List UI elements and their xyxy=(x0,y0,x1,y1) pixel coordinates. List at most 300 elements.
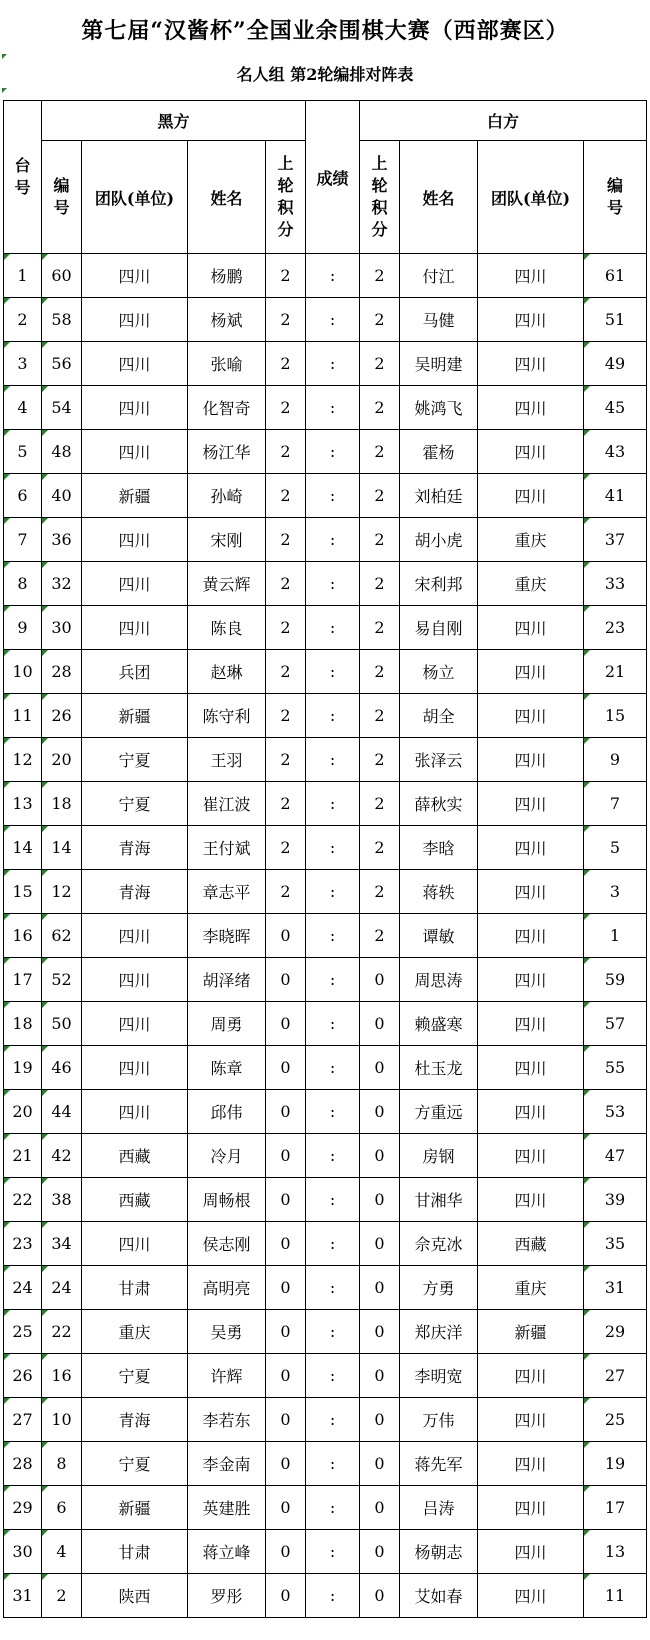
white-prev-score-cell: 2 xyxy=(360,474,400,518)
table-row xyxy=(4,1134,647,1178)
cell-marker-icon xyxy=(4,1090,10,1096)
result-cell: : xyxy=(306,694,360,738)
black-number-cell: 38 xyxy=(42,1178,82,1222)
white-name-cell: 霍杨 xyxy=(400,430,478,474)
table-row xyxy=(4,870,647,914)
cell-marker-icon xyxy=(584,870,590,876)
white-team-cell: 四川 xyxy=(478,914,584,958)
black-team-cell: 陕西 xyxy=(82,1574,188,1618)
black-name-cell: 杨鹏 xyxy=(188,254,266,298)
black-name-cell: 孙崎 xyxy=(188,474,266,518)
table-row xyxy=(4,474,647,518)
black-prev-score-cell: 0 xyxy=(266,1354,306,1398)
cell-marker-icon xyxy=(584,430,590,436)
black-prev-score-cell: 0 xyxy=(266,1574,306,1618)
result-cell: : xyxy=(306,1486,360,1530)
white-name-cell: 薛秋实 xyxy=(400,782,478,826)
cell-marker-icon xyxy=(42,782,48,788)
white-number-cell: 15 xyxy=(584,694,647,738)
cell-marker-icon xyxy=(42,1310,48,1316)
black-prev-score-cell: 0 xyxy=(266,1178,306,1222)
black-team-cell: 四川 xyxy=(82,606,188,650)
white-team-cell: 重庆 xyxy=(478,1266,584,1310)
white-team-cell: 四川 xyxy=(478,430,584,474)
cell-marker-icon xyxy=(4,1442,10,1448)
white-number-cell: 11 xyxy=(584,1574,647,1618)
cell-marker-icon xyxy=(584,1398,590,1404)
cell-marker-icon xyxy=(584,1134,590,1140)
white-name-cell: 方勇 xyxy=(400,1266,478,1310)
result-cell: : xyxy=(306,958,360,1002)
black-prev-score-cell: 0 xyxy=(266,1442,306,1486)
result-cell: : xyxy=(306,1354,360,1398)
white-name-cell: 佘克冰 xyxy=(400,1222,478,1266)
cell-marker-icon xyxy=(584,474,590,480)
black-number-cell: 54 xyxy=(42,386,82,430)
black-team-cell: 宁夏 xyxy=(82,1442,188,1486)
cell-marker-icon xyxy=(4,958,10,964)
white-number-cell: 33 xyxy=(584,562,647,606)
table-no-cell: 28 xyxy=(4,1442,42,1486)
cell-marker-icon xyxy=(4,1002,10,1008)
black-team-cell: 新疆 xyxy=(82,694,188,738)
white-prev-score-cell: 0 xyxy=(360,1442,400,1486)
cell-marker-icon xyxy=(584,254,590,260)
table-no-cell: 13 xyxy=(4,782,42,826)
black-name-cell: 邱伟 xyxy=(188,1090,266,1134)
cell-marker-icon xyxy=(4,782,10,788)
black-number-cell: 14 xyxy=(42,826,82,870)
result-cell: : xyxy=(306,1222,360,1266)
white-prev-score-cell: 2 xyxy=(360,914,400,958)
cell-marker-icon xyxy=(584,1178,590,1184)
table-row xyxy=(4,738,647,782)
white-team-cell: 西藏 xyxy=(478,1222,584,1266)
table-row xyxy=(4,1442,647,1486)
white-number-cell: 7 xyxy=(584,782,647,826)
result-cell: : xyxy=(306,826,360,870)
table-row xyxy=(4,386,647,430)
table-no-cell: 2 xyxy=(4,298,42,342)
table-row xyxy=(4,342,647,386)
table-no-cell: 31 xyxy=(4,1574,42,1618)
cell-marker-icon xyxy=(42,694,48,700)
white-name-cell: 郑庆洋 xyxy=(400,1310,478,1354)
black-prev-score-cell: 2 xyxy=(266,826,306,870)
page-subtitle: 名人组 第2轮编排对阵表 xyxy=(236,65,414,84)
white-name-cell: 方重远 xyxy=(400,1090,478,1134)
white-team-cell: 四川 xyxy=(478,1178,584,1222)
black-name-cell: 杨斌 xyxy=(188,298,266,342)
cell-marker-icon xyxy=(584,1442,590,1448)
black-number-cell: 62 xyxy=(42,914,82,958)
white-prev-score-cell: 0 xyxy=(360,1398,400,1442)
cell-marker-icon xyxy=(584,562,590,568)
cell-marker-icon xyxy=(4,1486,10,1492)
table-row xyxy=(4,782,647,826)
table-no-cell: 22 xyxy=(4,1178,42,1222)
table-no-cell: 11 xyxy=(4,694,42,738)
cell-marker-icon xyxy=(42,1486,48,1492)
white-prev-score-cell: 2 xyxy=(360,738,400,782)
table-no-cell: 30 xyxy=(4,1530,42,1574)
white-number-cell: 47 xyxy=(584,1134,647,1178)
black-name-cell: 章志平 xyxy=(188,870,266,914)
white-number-cell: 57 xyxy=(584,1002,647,1046)
header-black-prev-score: 上轮积分 xyxy=(266,141,306,254)
table-row xyxy=(4,518,647,562)
black-name-cell: 冷月 xyxy=(188,1134,266,1178)
white-team-cell: 四川 xyxy=(478,870,584,914)
table-row xyxy=(4,958,647,1002)
black-number-cell: 12 xyxy=(42,870,82,914)
cell-marker-icon xyxy=(4,826,10,832)
white-team-cell: 四川 xyxy=(478,1530,584,1574)
black-team-cell: 四川 xyxy=(82,430,188,474)
header-white-name: 姓名 xyxy=(400,141,478,254)
black-prev-score-cell: 2 xyxy=(266,342,306,386)
cell-marker-icon xyxy=(584,1046,590,1052)
cell-marker-icon xyxy=(42,342,48,348)
table-no-cell: 20 xyxy=(4,1090,42,1134)
cell-marker-icon xyxy=(2,88,7,93)
black-team-cell: 宁夏 xyxy=(82,782,188,826)
cell-marker-icon xyxy=(4,254,10,260)
white-number-cell: 61 xyxy=(584,254,647,298)
cell-marker-icon xyxy=(4,298,10,304)
result-cell: : xyxy=(306,474,360,518)
white-name-cell: 马健 xyxy=(400,298,478,342)
table-no-cell: 18 xyxy=(4,1002,42,1046)
black-name-cell: 李若东 xyxy=(188,1398,266,1442)
table-no-cell: 6 xyxy=(4,474,42,518)
white-number-cell: 9 xyxy=(584,738,647,782)
black-number-cell: 48 xyxy=(42,430,82,474)
white-team-cell: 四川 xyxy=(478,298,584,342)
table-no-cell: 17 xyxy=(4,958,42,1002)
cell-marker-icon xyxy=(42,1002,48,1008)
cell-marker-icon xyxy=(4,1134,10,1140)
black-name-cell: 崔江波 xyxy=(188,782,266,826)
black-team-cell: 甘肃 xyxy=(82,1266,188,1310)
white-number-cell: 41 xyxy=(584,474,647,518)
black-name-cell: 蒋立峰 xyxy=(188,1530,266,1574)
cell-marker-icon xyxy=(4,430,10,436)
black-prev-score-cell: 0 xyxy=(266,914,306,958)
table-no-cell: 26 xyxy=(4,1354,42,1398)
white-prev-score-cell: 2 xyxy=(360,606,400,650)
white-team-cell: 四川 xyxy=(478,1354,584,1398)
table-row xyxy=(4,562,647,606)
table-no-cell: 7 xyxy=(4,518,42,562)
white-team-cell: 四川 xyxy=(478,474,584,518)
cell-marker-icon xyxy=(42,738,48,744)
result-cell: : xyxy=(306,1266,360,1310)
header-white-number: 编号 xyxy=(584,141,647,254)
white-prev-score-cell: 2 xyxy=(360,782,400,826)
cell-marker-icon xyxy=(4,694,10,700)
white-team-cell: 四川 xyxy=(478,1002,584,1046)
cell-marker-icon xyxy=(42,606,48,612)
black-prev-score-cell: 0 xyxy=(266,1530,306,1574)
table-no-cell: 25 xyxy=(4,1310,42,1354)
white-number-cell: 37 xyxy=(584,518,647,562)
white-prev-score-cell: 2 xyxy=(360,870,400,914)
white-number-cell: 53 xyxy=(584,1090,647,1134)
white-name-cell: 房钢 xyxy=(400,1134,478,1178)
black-name-cell: 陈守利 xyxy=(188,694,266,738)
cell-marker-icon xyxy=(584,298,590,304)
black-prev-score-cell: 2 xyxy=(266,430,306,474)
cell-marker-icon xyxy=(4,1222,10,1228)
table-row xyxy=(4,1178,647,1222)
cell-marker-icon xyxy=(42,562,48,568)
white-number-cell: 35 xyxy=(584,1222,647,1266)
white-prev-score-cell: 2 xyxy=(360,562,400,606)
cell-marker-icon xyxy=(584,826,590,832)
black-prev-score-cell: 0 xyxy=(266,1222,306,1266)
result-cell: : xyxy=(306,782,360,826)
cell-marker-icon xyxy=(4,1354,10,1360)
cell-marker-icon xyxy=(584,1354,590,1360)
black-name-cell: 罗彤 xyxy=(188,1574,266,1618)
cell-marker-icon xyxy=(584,958,590,964)
white-name-cell: 付江 xyxy=(400,254,478,298)
white-name-cell: 蒋先军 xyxy=(400,1442,478,1486)
black-name-cell: 李晓晖 xyxy=(188,914,266,958)
table-row xyxy=(4,1046,647,1090)
cell-marker-icon xyxy=(4,1178,10,1184)
result-cell: : xyxy=(306,386,360,430)
black-team-cell: 四川 xyxy=(82,1046,188,1090)
white-team-cell: 四川 xyxy=(478,342,584,386)
black-name-cell: 陈良 xyxy=(188,606,266,650)
table-no-cell: 12 xyxy=(4,738,42,782)
result-cell: : xyxy=(306,1178,360,1222)
table-row xyxy=(4,1222,647,1266)
cell-marker-icon xyxy=(584,1266,590,1272)
table-row xyxy=(4,1574,647,1618)
cell-marker-icon xyxy=(42,1046,48,1052)
white-name-cell: 李晗 xyxy=(400,826,478,870)
cell-marker-icon xyxy=(42,870,48,876)
black-name-cell: 英建胜 xyxy=(188,1486,266,1530)
white-team-cell: 四川 xyxy=(478,606,584,650)
cell-marker-icon xyxy=(584,1222,590,1228)
black-name-cell: 许辉 xyxy=(188,1354,266,1398)
cell-marker-icon xyxy=(4,518,10,524)
table-row xyxy=(4,254,647,298)
black-number-cell: 16 xyxy=(42,1354,82,1398)
white-prev-score-cell: 0 xyxy=(360,1046,400,1090)
black-team-cell: 四川 xyxy=(82,342,188,386)
black-team-cell: 青海 xyxy=(82,1398,188,1442)
black-team-cell: 四川 xyxy=(82,1222,188,1266)
table-no-cell: 4 xyxy=(4,386,42,430)
table-row xyxy=(4,1002,647,1046)
table-no-cell: 10 xyxy=(4,650,42,694)
black-team-cell: 新疆 xyxy=(82,474,188,518)
black-team-cell: 四川 xyxy=(82,386,188,430)
cell-marker-icon xyxy=(4,606,10,612)
white-team-cell: 四川 xyxy=(478,1046,584,1090)
black-prev-score-cell: 2 xyxy=(266,782,306,826)
white-name-cell: 赖盛寒 xyxy=(400,1002,478,1046)
black-number-cell: 2 xyxy=(42,1574,82,1618)
black-team-cell: 四川 xyxy=(82,254,188,298)
white-prev-score-cell: 0 xyxy=(360,1486,400,1530)
black-name-cell: 周勇 xyxy=(188,1002,266,1046)
black-team-cell: 西藏 xyxy=(82,1178,188,1222)
white-number-cell: 45 xyxy=(584,386,647,430)
white-number-cell: 55 xyxy=(584,1046,647,1090)
white-team-cell: 四川 xyxy=(478,958,584,1002)
header-black: 黑方 xyxy=(42,101,306,141)
table-row xyxy=(4,298,647,342)
black-prev-score-cell: 2 xyxy=(266,386,306,430)
black-prev-score-cell: 2 xyxy=(266,694,306,738)
result-cell: : xyxy=(306,914,360,958)
result-cell: : xyxy=(306,562,360,606)
white-name-cell: 蒋轶 xyxy=(400,870,478,914)
black-prev-score-cell: 0 xyxy=(266,1046,306,1090)
black-team-cell: 西藏 xyxy=(82,1134,188,1178)
cell-marker-icon xyxy=(584,1090,590,1096)
cell-marker-icon xyxy=(4,474,10,480)
cell-marker-icon xyxy=(4,870,10,876)
black-number-cell: 42 xyxy=(42,1134,82,1178)
black-prev-score-cell: 2 xyxy=(266,650,306,694)
black-number-cell: 60 xyxy=(42,254,82,298)
black-prev-score-cell: 0 xyxy=(266,958,306,1002)
black-prev-score-cell: 2 xyxy=(266,606,306,650)
cell-marker-icon xyxy=(4,1310,10,1316)
result-cell: : xyxy=(306,1134,360,1178)
cell-marker-icon xyxy=(4,1398,10,1404)
black-team-cell: 四川 xyxy=(82,1090,188,1134)
table-row xyxy=(4,1310,647,1354)
cell-marker-icon xyxy=(4,562,10,568)
black-name-cell: 李金南 xyxy=(188,1442,266,1486)
white-name-cell: 杨朝志 xyxy=(400,1530,478,1574)
white-prev-score-cell: 2 xyxy=(360,254,400,298)
table-no-cell: 27 xyxy=(4,1398,42,1442)
white-name-cell: 胡小虎 xyxy=(400,518,478,562)
white-number-cell: 27 xyxy=(584,1354,647,1398)
cell-marker-icon xyxy=(42,254,48,260)
black-prev-score-cell: 0 xyxy=(266,1398,306,1442)
table-row xyxy=(4,606,647,650)
black-name-cell: 宋刚 xyxy=(188,518,266,562)
table-no-cell: 15 xyxy=(4,870,42,914)
white-prev-score-cell: 2 xyxy=(360,518,400,562)
black-number-cell: 52 xyxy=(42,958,82,1002)
cell-marker-icon xyxy=(584,914,590,920)
cell-marker-icon xyxy=(4,1574,10,1580)
black-name-cell: 周畅根 xyxy=(188,1178,266,1222)
black-name-cell: 陈章 xyxy=(188,1046,266,1090)
black-prev-score-cell: 2 xyxy=(266,870,306,914)
cell-marker-icon xyxy=(42,1178,48,1184)
cell-marker-icon xyxy=(42,518,48,524)
result-cell: : xyxy=(306,1574,360,1618)
black-number-cell: 32 xyxy=(42,562,82,606)
black-number-cell: 44 xyxy=(42,1090,82,1134)
black-number-cell: 34 xyxy=(42,1222,82,1266)
white-team-cell: 四川 xyxy=(478,254,584,298)
black-name-cell: 侯志刚 xyxy=(188,1222,266,1266)
black-team-cell: 兵团 xyxy=(82,650,188,694)
cell-marker-icon xyxy=(584,650,590,656)
black-number-cell: 8 xyxy=(42,1442,82,1486)
black-number-cell: 28 xyxy=(42,650,82,694)
black-prev-score-cell: 0 xyxy=(266,1486,306,1530)
cell-marker-icon xyxy=(584,1530,590,1536)
black-team-cell: 宁夏 xyxy=(82,738,188,782)
result-cell: : xyxy=(306,298,360,342)
table-row xyxy=(4,694,647,738)
white-prev-score-cell: 2 xyxy=(360,430,400,474)
header-result: 成绩 xyxy=(306,101,360,254)
result-cell: : xyxy=(306,430,360,474)
black-name-cell: 化智奇 xyxy=(188,386,266,430)
pairing-table xyxy=(3,100,647,1618)
result-cell: : xyxy=(306,254,360,298)
table-no-cell: 5 xyxy=(4,430,42,474)
white-number-cell: 29 xyxy=(584,1310,647,1354)
header-white-prev-score: 上轮积分 xyxy=(360,141,400,254)
black-name-cell: 杨江华 xyxy=(188,430,266,474)
cell-marker-icon xyxy=(4,738,10,744)
cell-marker-icon xyxy=(42,1530,48,1536)
cell-marker-icon xyxy=(42,386,48,392)
cell-marker-icon xyxy=(584,1574,590,1580)
white-prev-score-cell: 2 xyxy=(360,694,400,738)
cell-marker-icon xyxy=(4,386,10,392)
table-no-cell: 3 xyxy=(4,342,42,386)
page-title: 第七届“汉酱杯”全国业余围棋大赛（西部赛区） xyxy=(81,18,569,44)
cell-marker-icon xyxy=(584,342,590,348)
table-no-cell: 21 xyxy=(4,1134,42,1178)
black-prev-score-cell: 2 xyxy=(266,562,306,606)
black-prev-score-cell: 2 xyxy=(266,254,306,298)
white-team-cell: 四川 xyxy=(478,386,584,430)
white-prev-score-cell: 0 xyxy=(360,1222,400,1266)
cell-marker-icon xyxy=(584,1310,590,1316)
black-number-cell: 30 xyxy=(42,606,82,650)
white-prev-score-cell: 0 xyxy=(360,1354,400,1398)
black-number-cell: 22 xyxy=(42,1310,82,1354)
cell-marker-icon xyxy=(584,1002,590,1008)
black-number-cell: 4 xyxy=(42,1530,82,1574)
black-prev-score-cell: 2 xyxy=(266,738,306,782)
white-number-cell: 21 xyxy=(584,650,647,694)
black-name-cell: 王付斌 xyxy=(188,826,266,870)
black-prev-score-cell: 0 xyxy=(266,1002,306,1046)
white-name-cell: 吴明建 xyxy=(400,342,478,386)
white-number-cell: 43 xyxy=(584,430,647,474)
result-cell: : xyxy=(306,1442,360,1486)
cell-marker-icon xyxy=(584,1486,590,1492)
black-number-cell: 56 xyxy=(42,342,82,386)
result-cell: : xyxy=(306,738,360,782)
black-name-cell: 胡泽绪 xyxy=(188,958,266,1002)
white-team-cell: 四川 xyxy=(478,1134,584,1178)
cell-marker-icon xyxy=(4,342,10,348)
black-name-cell: 王羽 xyxy=(188,738,266,782)
table-row xyxy=(4,1266,647,1310)
cell-marker-icon xyxy=(42,1090,48,1096)
